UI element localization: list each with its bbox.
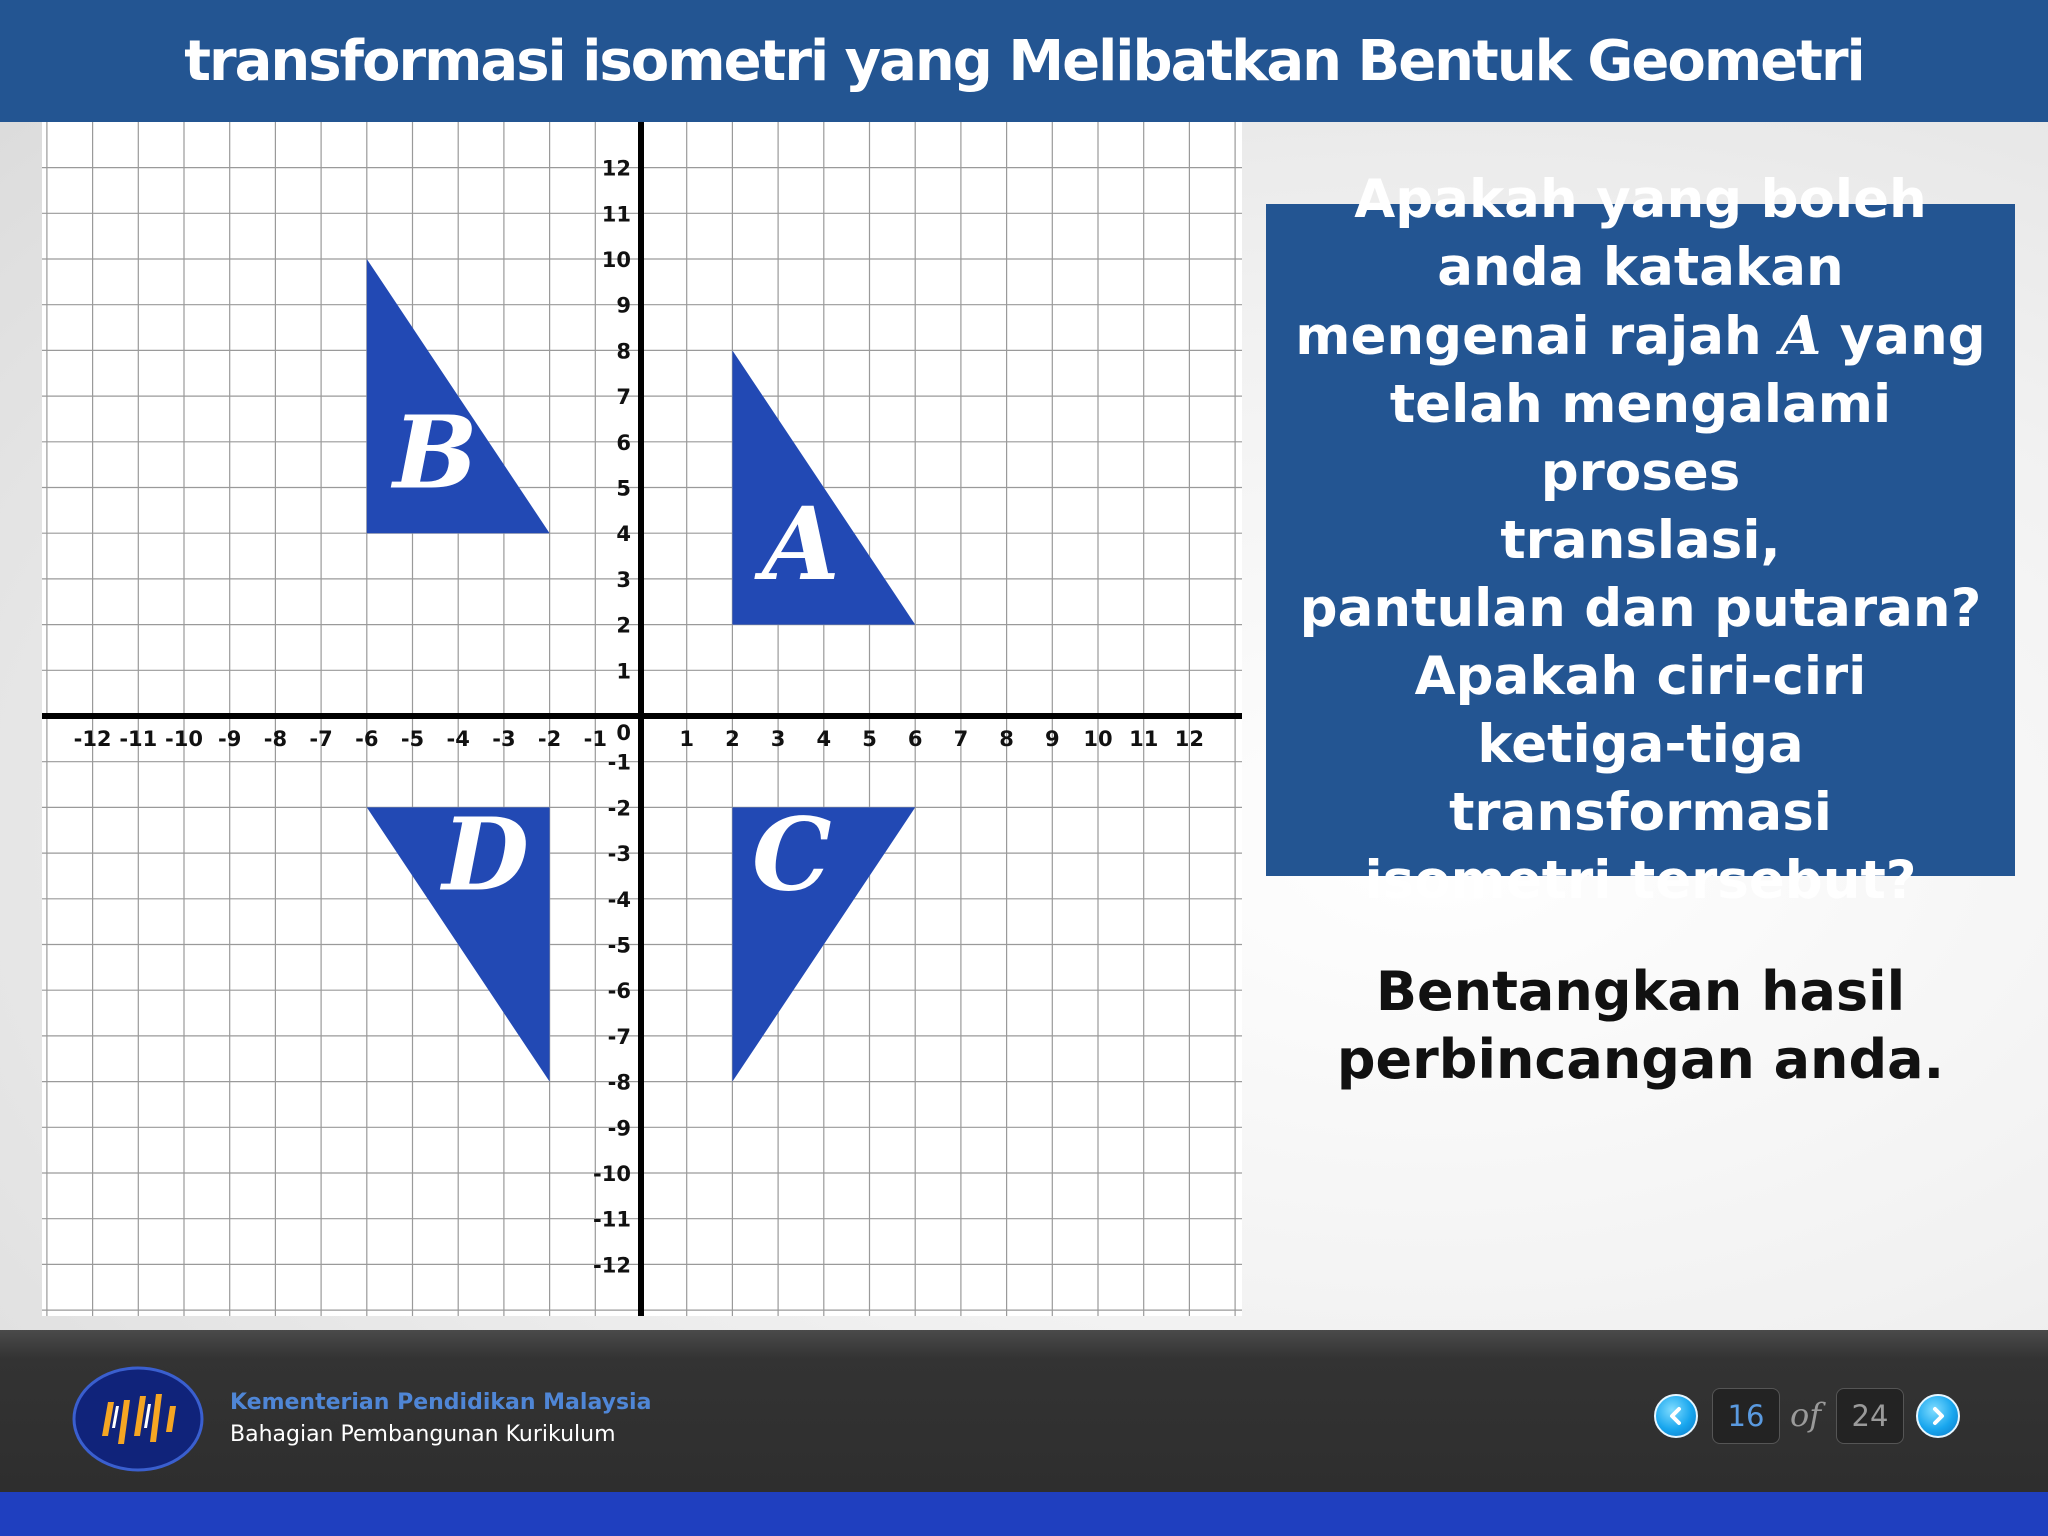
- x-tick-label: -10: [165, 727, 203, 751]
- question-line: anda katakan: [1437, 236, 1844, 298]
- question-line: ketiga-tiga transformasi: [1449, 713, 1832, 843]
- question-line: telah mengalami proses: [1389, 373, 1892, 503]
- x-tick-label: 9: [1044, 727, 1060, 751]
- y-tick-label: -4: [607, 887, 631, 912]
- x-tick-label: 6: [907, 727, 923, 751]
- y-tick-label: 7: [616, 385, 631, 410]
- x-tick-label: 1: [679, 727, 695, 751]
- y-tick-label: -3: [607, 842, 631, 867]
- y-tick-label: -10: [593, 1162, 631, 1186]
- chevron-left-icon: [1665, 1405, 1687, 1427]
- y-tick-label: 12: [601, 156, 631, 181]
- y-tick-label: -7: [607, 1024, 631, 1049]
- x-tick-label: -9: [218, 727, 242, 751]
- question-line: translasi,: [1500, 509, 1781, 571]
- origin-label: 0: [616, 721, 631, 745]
- question-text: [1290, 166, 1991, 915]
- footer-strip: [0, 1492, 2048, 1536]
- shape-label-a: A: [762, 484, 840, 603]
- page-of-label: of: [1790, 1396, 1822, 1434]
- y-tick-label: 6: [616, 430, 631, 455]
- y-tick-label: -5: [607, 933, 631, 958]
- x-tick-label: -4: [446, 727, 470, 751]
- axes: [42, 122, 1242, 1316]
- question-line: Apakah ciri-ciri: [1414, 645, 1867, 707]
- x-tick-label: 4: [816, 727, 832, 751]
- y-tick-label: -1: [607, 750, 631, 775]
- question-line: pantulan dan putaran?: [1299, 577, 1982, 639]
- x-tick-label: -11: [119, 727, 158, 751]
- x-tick-label: 12: [1174, 727, 1205, 751]
- y-tick-label: -8: [607, 1070, 631, 1095]
- current-page-number: 16: [1712, 1388, 1780, 1444]
- y-tick-label: 9: [616, 293, 631, 318]
- x-tick-label: 10: [1083, 727, 1113, 751]
- shape-label-c: C: [752, 795, 832, 914]
- question-line: isometri tersebut?: [1364, 849, 1917, 911]
- question-line: [1290, 302, 1991, 371]
- chevron-right-icon: [1927, 1405, 1949, 1427]
- x-tick-label: -8: [263, 727, 288, 751]
- question-line-part: yang: [1821, 305, 1986, 367]
- x-tick-label: 7: [953, 727, 969, 751]
- y-tick-label: -2: [607, 796, 631, 821]
- x-tick-label: -3: [492, 727, 516, 751]
- y-tick-label: 5: [616, 476, 631, 501]
- question-box: [1266, 168, 2015, 911]
- question-line: Apakah yang boleh: [1354, 168, 1927, 230]
- y-tick-label: -11: [593, 1207, 631, 1232]
- instruction-line: Bentangkan hasil: [1375, 960, 1906, 1023]
- total-page-count: 24: [1836, 1388, 1904, 1444]
- x-tick-label: 8: [999, 727, 1014, 751]
- x-tick-label: -1: [583, 727, 607, 751]
- x-tick-label: 11: [1129, 727, 1159, 751]
- y-tick-label: -9: [607, 1116, 631, 1141]
- figure-variable: A: [1780, 304, 1822, 367]
- x-tick-label: 3: [770, 727, 786, 751]
- x-tick-label: 2: [725, 727, 740, 751]
- y-tick-label: 3: [616, 567, 631, 592]
- y-tick-label: 4: [616, 522, 631, 547]
- question-line-part: mengenai rajah: [1295, 305, 1781, 367]
- coordinate-grid-panel: [42, 122, 1242, 1316]
- slide-title: transformasi isometri yang Melibatkan Bentuk Geometri: [184, 28, 1864, 94]
- coordinate-plane: [42, 122, 1242, 1316]
- header-bar: [0, 0, 2048, 122]
- y-tick-label: 8: [616, 339, 631, 364]
- y-tick-label: 11: [601, 202, 631, 227]
- ministry-logo-icon: [72, 1366, 204, 1472]
- shape-label-b: B: [393, 393, 478, 512]
- x-tick-label: -2: [537, 727, 562, 751]
- y-tick-label: -12: [593, 1253, 631, 1278]
- shape-label-d: D: [442, 795, 529, 914]
- org-name: Kementerian Pendidikan Malaysia: [230, 1390, 652, 1415]
- x-tick-label: -6: [355, 727, 379, 751]
- y-tick-label: 1: [616, 659, 631, 684]
- instruction-line: perbincangan anda.: [1336, 1028, 1945, 1091]
- next-page-button[interactable]: [1916, 1394, 1960, 1438]
- x-tick-label: -7: [309, 727, 333, 751]
- y-tick-label: 10: [601, 248, 631, 272]
- x-tick-label: 5: [862, 727, 877, 751]
- y-tick-label: -6: [607, 979, 631, 1004]
- x-tick-label: -5: [400, 727, 425, 751]
- y-tick-label: 2: [616, 613, 631, 638]
- org-division: Bahagian Pembangunan Kurikulum: [230, 1422, 616, 1447]
- instruction-text: [1266, 958, 2015, 1094]
- previous-page-button[interactable]: [1654, 1394, 1698, 1438]
- x-tick-label: -12: [73, 727, 112, 751]
